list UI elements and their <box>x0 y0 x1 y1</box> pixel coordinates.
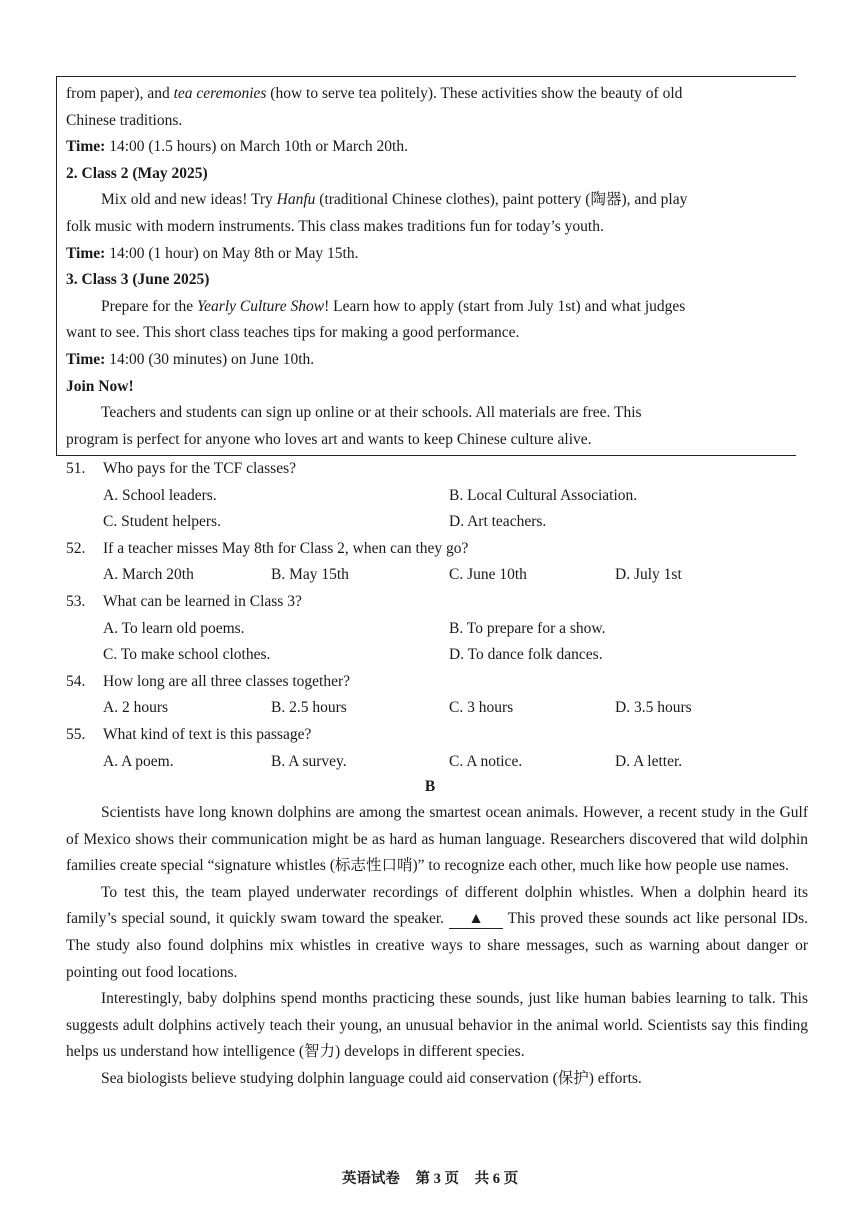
question-53 <box>66 589 826 616</box>
time-text: 14:00 (30 minutes) on June 10th. <box>105 350 315 368</box>
option-c[interactable]: C. Student helpers. <box>103 513 221 531</box>
notice-line: want to see. This short class teaches tips for making a good performance. <box>66 324 520 342</box>
notice-line <box>66 81 796 108</box>
notice-line: program is perfect for anyone who loves art and wants to keep Chinese culture alive. <box>66 430 592 448</box>
question-stem: Who pays for the TCF classes? <box>103 460 296 477</box>
text-run: from paper), and <box>66 85 174 102</box>
option-c[interactable]: C. June 10th <box>449 566 527 584</box>
paragraph-2 <box>66 880 808 986</box>
option-a[interactable]: A. March 20th <box>103 566 194 584</box>
time-text: 14:00 (1.5 hours) on March 10th or March 20th. <box>105 138 408 156</box>
notice-box <box>56 76 796 456</box>
time-label: Time: <box>66 244 106 262</box>
paragraph-4: Sea biologists believe studying dolphin language could aid conservation (保护) efforts. <box>101 1069 642 1087</box>
time-text: 14:00 (1 hour) on May 8th or May 15th. <box>105 244 359 262</box>
notice-line <box>66 187 796 214</box>
class2-heading: 2. Class 2 (May 2025) <box>66 164 208 182</box>
question-number: 55. <box>66 725 86 743</box>
question-number: 54. <box>66 672 86 690</box>
text-run: To test this, the team played underwater recordings of different dolphin whistles. When a dolphin heard its family’s special sound, it quickly swam toward the speaker. <box>66 883 808 928</box>
time-label: Time: <box>66 138 106 156</box>
paragraph-3: Interestingly, baby dolphins spend months practicing these sounds, just like human babies learning to talk. This suggests adult dolphins actively teach their young, an unusual behavior in the animal world. Scientists say this finding helps us understand how intelligence (智力) develops in different species. <box>66 990 808 1061</box>
notice-line <box>66 294 796 321</box>
time-label: Time: <box>66 350 106 368</box>
option-d[interactable]: D. To dance folk dances. <box>449 646 603 664</box>
option-c[interactable]: C. 3 hours <box>449 699 514 717</box>
class1-time <box>66 134 796 161</box>
notice-line: Chinese traditions. <box>66 111 183 129</box>
notice-line: Teachers and students can sign up online or at their schools. All materials are free. This <box>101 404 642 422</box>
option-a[interactable]: A. School leaders. <box>103 486 217 504</box>
join-heading: Join Now! <box>66 377 134 395</box>
options-row <box>66 562 826 589</box>
question-52 <box>66 536 826 563</box>
options-row <box>66 695 826 722</box>
text-run: ! Learn how to apply (start from July 1st) and what judges <box>324 297 686 315</box>
question-number: 52. <box>66 539 86 557</box>
class3-time <box>66 347 796 374</box>
section-b-title: B <box>424 778 436 795</box>
question-stem: How long are all three classes together? <box>103 672 351 690</box>
option-c[interactable]: C. To make school clothes. <box>103 646 271 664</box>
question-55 <box>66 722 826 749</box>
footer-subject: 英语试卷 <box>341 1171 400 1187</box>
question-51 <box>66 456 826 483</box>
footer-page-number: 第 3 页 <box>415 1171 459 1187</box>
option-d[interactable]: D. Art teachers. <box>449 513 547 531</box>
text-run-italic: Yearly Culture Show <box>196 297 325 315</box>
question-number: 53. <box>66 592 86 610</box>
option-a[interactable]: A. A poem. <box>103 752 174 770</box>
answer-blank: ▲ <box>449 910 503 929</box>
question-54 <box>66 669 826 696</box>
option-d[interactable]: D. A letter. <box>615 752 683 770</box>
question-stem: What kind of text is this passage? <box>103 725 312 743</box>
text-run: Mix old and new ideas! Try <box>101 191 277 209</box>
option-b[interactable]: B. A survey. <box>271 752 347 770</box>
option-a[interactable]: A. To learn old poems. <box>103 619 245 637</box>
option-b[interactable]: B. May 15th <box>271 566 349 584</box>
question-stem: If a teacher misses May 8th for Class 2, when can they go? <box>103 539 469 557</box>
text-run-italic: tea ceremonies <box>173 85 267 102</box>
option-d[interactable]: D. July 1st <box>615 566 682 584</box>
question-number: 51. <box>66 460 86 477</box>
option-b[interactable]: B. To prepare for a show. <box>449 619 606 637</box>
class3-heading: 3. Class 3 (June 2025) <box>66 271 210 289</box>
footer-total-pages: 共 6 页 <box>474 1171 519 1187</box>
text-run-italic: Hanfu <box>276 191 316 209</box>
options-row <box>66 509 826 536</box>
option-d[interactable]: D. 3.5 hours <box>615 699 692 717</box>
options-row <box>66 616 826 643</box>
passage-b <box>66 800 808 1093</box>
option-a[interactable]: A. 2 hours <box>103 699 169 717</box>
text-run: Prepare for the <box>101 297 197 315</box>
notice-line: folk music with modern instruments. This class makes traditions fun for today’s youth. <box>66 217 604 235</box>
page-footer <box>0 1166 860 1193</box>
options-row <box>66 642 826 669</box>
question-list <box>66 456 826 775</box>
class2-time <box>66 241 796 268</box>
option-c[interactable]: C. A notice. <box>449 752 523 770</box>
text-run: This proved these sounds act like personal IDs. The study also found dolphins mix whistles in creative ways to share messages, such as warning about danger or pointing out food locations. <box>66 910 809 981</box>
text-run: (how to serve tea politely). These activities show the beauty of old <box>266 85 683 102</box>
options-row <box>66 483 826 510</box>
options-row <box>66 749 826 776</box>
text-run: (traditional Chinese clothes), paint pottery (陶器), and play <box>315 191 688 209</box>
question-stem: What can be learned in Class 3? <box>103 592 302 610</box>
paragraph-1: Scientists have long known dolphins are among the smartest ocean animals. However, a recent study in the Gulf of Mexico shows their communication might be as hard as human language. Researchers discovered that wild dolphin families create special “signature whistles (标志性口哨)” to recognize each other, much like how people use names. <box>66 804 808 875</box>
option-b[interactable]: B. Local Cultural Association. <box>449 486 638 504</box>
option-b[interactable]: B. 2.5 hours <box>271 699 347 717</box>
